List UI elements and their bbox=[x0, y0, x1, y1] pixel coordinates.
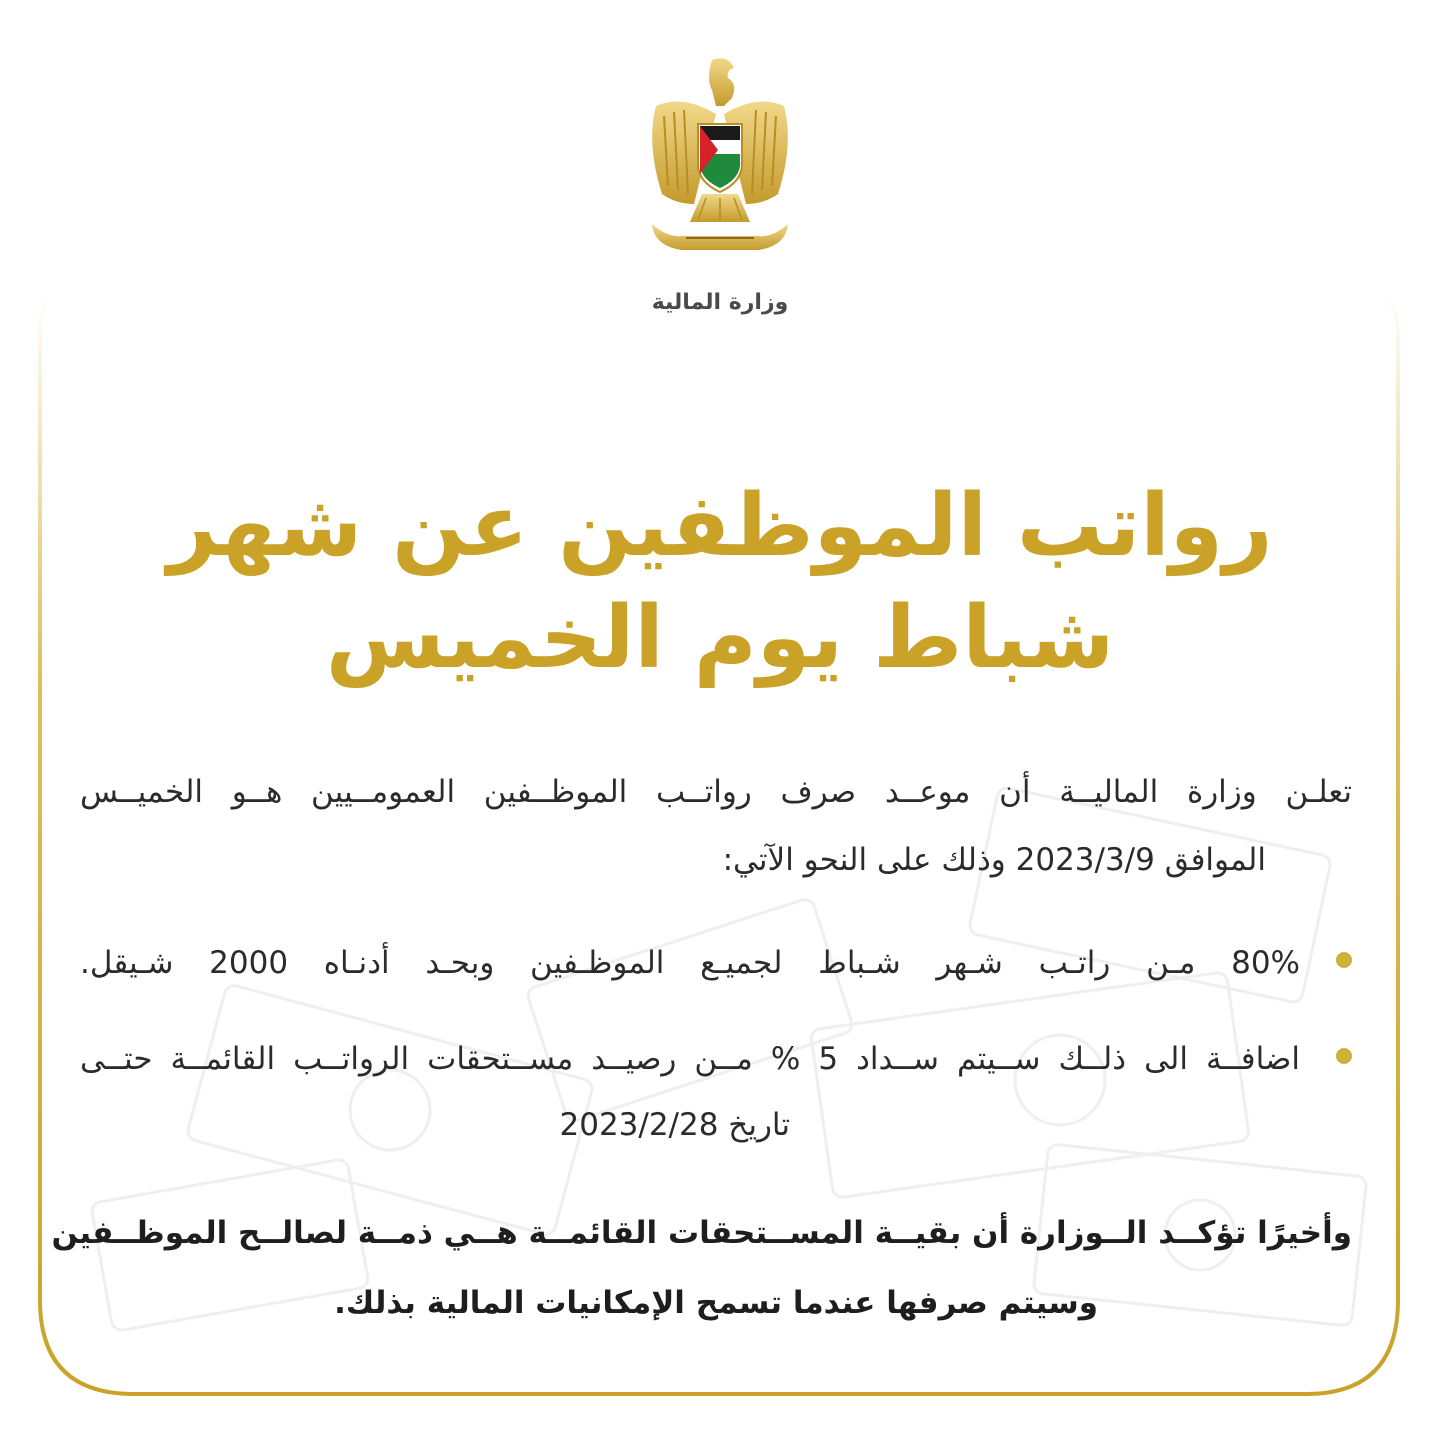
closing-line-2: وسيتم صرفها عندما تسمح الإمكانيات المالية بذلك. bbox=[334, 1285, 1098, 1321]
headline bbox=[120, 470, 1320, 694]
bullet-list bbox=[80, 930, 1360, 1158]
closing-line-1: وأخيرًا تؤكــد الــوزارة أن بقيــة المســتحقات القائمــة هــي ذمــة لصالــح الموظــفين bbox=[51, 1215, 1352, 1251]
bullet-2-line-1: اضافــة الى ذلــك ســيتم ســداد 5 % مــن رصيــد مســتحقات الرواتــب القائمــة حتــى bbox=[80, 1041, 1300, 1077]
bullet-1-line-1: 80% مـن راتـب شـهر شـباط لجميـع الموظـفين وبحـد أدنـاه 2000 شـيقل. bbox=[80, 945, 1300, 981]
ministry-name: وزارة المالية bbox=[651, 290, 789, 315]
closing-paragraph bbox=[51, 1198, 1352, 1338]
bullet-dot-icon bbox=[1336, 1048, 1352, 1064]
bullet-dot-icon bbox=[1336, 952, 1352, 968]
headline-line-1: رواتب الموظفين عن شهر bbox=[167, 476, 1273, 576]
palestine-eagle-emblem bbox=[642, 54, 798, 260]
intro-line-2: الموافق 2023/3/9 وذلك على النحو الآتي: bbox=[722, 842, 1266, 878]
headline-line-2: شباط يوم الخميس bbox=[325, 588, 1115, 688]
bullet-2-line-2: تاريخ 2023/2/28 bbox=[559, 1107, 790, 1143]
list-item bbox=[80, 930, 1360, 996]
list-item bbox=[80, 1026, 1360, 1158]
intro-paragraph bbox=[80, 758, 1352, 894]
intro-line-1: تعلـن وزارة الماليــة أن موعــد صرف رواتــب الموظــفين العمومــيين هــو الخميــس bbox=[80, 774, 1352, 810]
